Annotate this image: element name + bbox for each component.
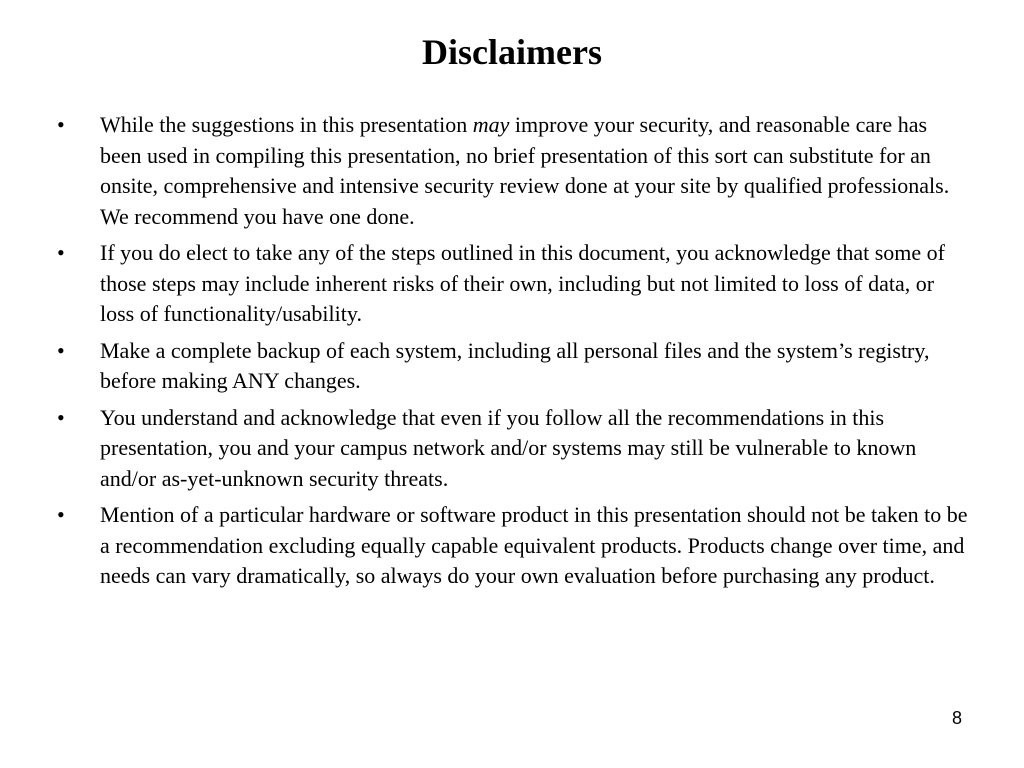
bullet-text: Make a complete backup of each system, including all personal files and the system’s registry, before making ANY changes. xyxy=(100,337,930,393)
bullet-dot-icon: • xyxy=(57,240,65,265)
bullet-text: Mention of a particular hardware or software product in this presentation should not be taken to be a recommendation excluding equally capable equivalent products. Products change over time, and needs can vary dramatically, so always do your own evaluation before purchasing any product. xyxy=(100,502,968,588)
bullet-text: If you do elect to take any of the steps outlined in this document, you acknowledge that some of those steps may include inherent risks of their own, including but not limited to loss of data, or loss of functionality/usability. xyxy=(100,240,945,326)
disclaimer-bullet-4 xyxy=(57,403,969,495)
bullet-dot-icon: • xyxy=(57,502,65,527)
bullet-text-emphasis: may xyxy=(472,112,510,137)
slide-title: Disclaimers xyxy=(422,32,602,72)
disclaimer-bullet-list xyxy=(57,110,969,598)
bullet-text: You understand and acknowledge that even if you follow all the recommendations in this presentation, you and your campus network and/or systems may still be vulnerable to known and/or as-yet-unknown security threats. xyxy=(100,404,917,491)
bullet-text-lead: While the suggestions in this presentation xyxy=(100,112,473,137)
bullet-dot-icon: • xyxy=(57,404,65,430)
disclaimer-bullet-5 xyxy=(57,500,969,592)
bullet-dot-icon: • xyxy=(57,337,65,363)
bullet-dot-icon: • xyxy=(57,112,65,137)
disclaimer-bullet-1 xyxy=(57,110,969,232)
bullet-text-rest: improve your security, and reasonable care has been used in compiling this presentation, no brief presentation of this sort can substitute for an onsite, comprehensive and intensive security review done at your site by qualified professionals. We recommend you have one done. xyxy=(100,112,950,229)
page-number: 8 xyxy=(951,708,962,728)
disclaimer-bullet-2 xyxy=(57,238,969,330)
disclaimer-bullet-3 xyxy=(57,336,969,397)
